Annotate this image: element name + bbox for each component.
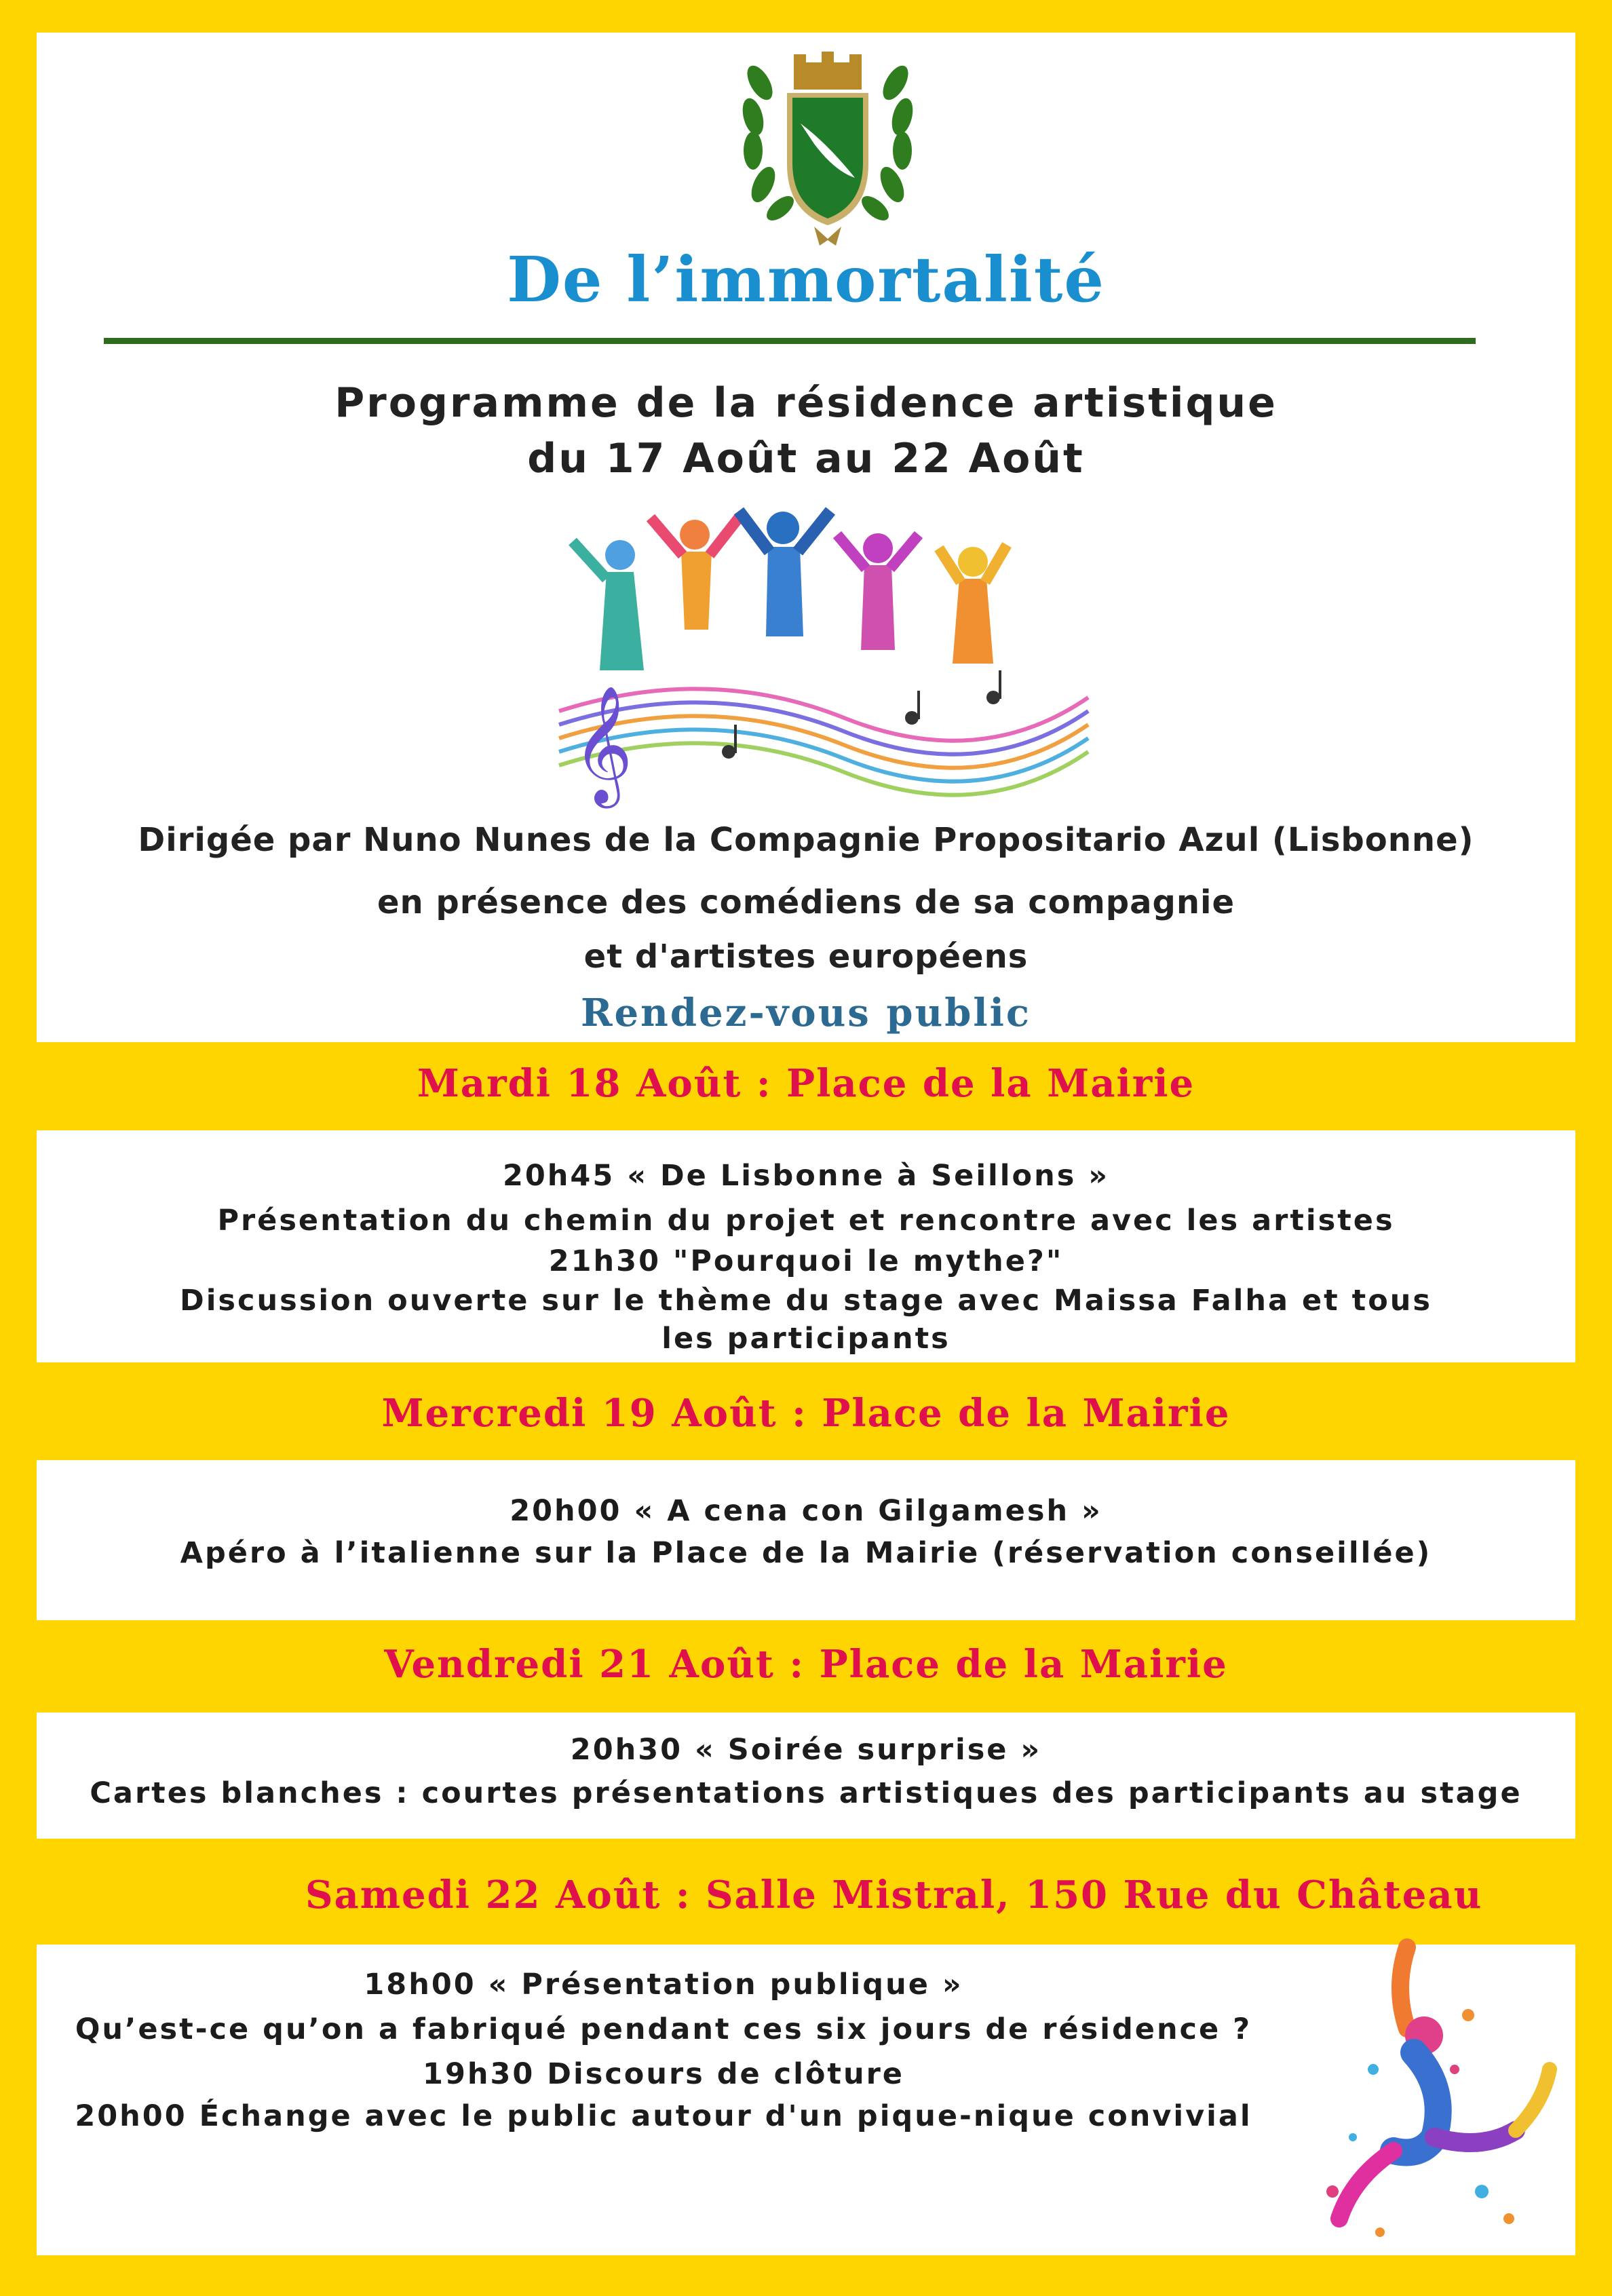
title-divider	[104, 338, 1476, 344]
intro-line-3: et d'artistes européens	[583, 938, 1029, 976]
intro-line-1: Dirigée par Nuno Nunes de la Compagnie Propositario Azul (Lisbonne)	[138, 821, 1474, 859]
event-line: Apéro à l’italienne sur la Place de la Mairie (réservation conseillée)	[180, 1536, 1432, 1570]
intro-line-2: en présence des comédiens de sa compagnie	[377, 883, 1235, 921]
coat-of-arms-image	[733, 42, 923, 246]
day-heading-vendredi: Vendredi 21 Août : Place de la Mairie	[384, 1642, 1228, 1687]
event-line: Présentation du chemin du projet et rencontre avec les artistes	[217, 1204, 1395, 1238]
day-heading-samedi: Samedi 22 Août : Salle Mistral, 150 Rue du Château	[305, 1873, 1483, 1917]
event-line: 18h00 « Présentation publique »	[364, 1968, 963, 2002]
day-heading-mercredi: Mercredi 19 Août : Place de la Mairie	[381, 1391, 1231, 1436]
event-line: 19h30 Discours de clôture	[423, 2057, 904, 2091]
dancing-figures-image	[505, 494, 1102, 813]
svg-text:𝄞: 𝄞	[573, 685, 633, 803]
header-panel	[37, 33, 1575, 1042]
day-heading-mardi: Mardi 18 Août : Place de la Mairie	[417, 1061, 1195, 1106]
subtitle-line-1: Programme de la résidence artistique	[334, 379, 1278, 427]
event-line: 20h00 Échange avec le public autour d'un pique-nique convivial	[75, 2099, 1252, 2133]
page-title: De l’immortalité	[507, 243, 1105, 316]
day-panel-vendredi	[37, 1713, 1575, 1839]
day-panel-mardi	[37, 1130, 1575, 1362]
event-line: 20h00 « A cena con Gilgamesh »	[510, 1494, 1102, 1528]
dancer-image	[1292, 1934, 1563, 2253]
day-panel-samedi	[37, 1945, 1575, 2255]
rendez-vous-heading: Rendez-vous public	[580, 991, 1031, 1035]
event-line: 20h45 « De Lisbonne à Seillons »	[502, 1159, 1110, 1193]
day-panel-mercredi	[37, 1460, 1575, 1620]
event-line: 20h30 « Soirée surprise »	[570, 1733, 1042, 1767]
event-line: les participants	[661, 1322, 951, 1356]
event-line: Qu’est-ce qu’on a fabriqué pendant ces six jours de résidence ?	[75, 2012, 1252, 2046]
subtitle-line-2: du 17 Août au 22 Août	[527, 435, 1085, 482]
event-line: Discussion ouverte sur le thème du stage avec Maissa Falha et tous	[180, 1284, 1432, 1318]
event-line: 21h30 "Pourquoi le mythe?"	[548, 1244, 1064, 1278]
event-line: Cartes blanches : courtes présentations artistiques des participants au stage	[90, 1776, 1522, 1810]
